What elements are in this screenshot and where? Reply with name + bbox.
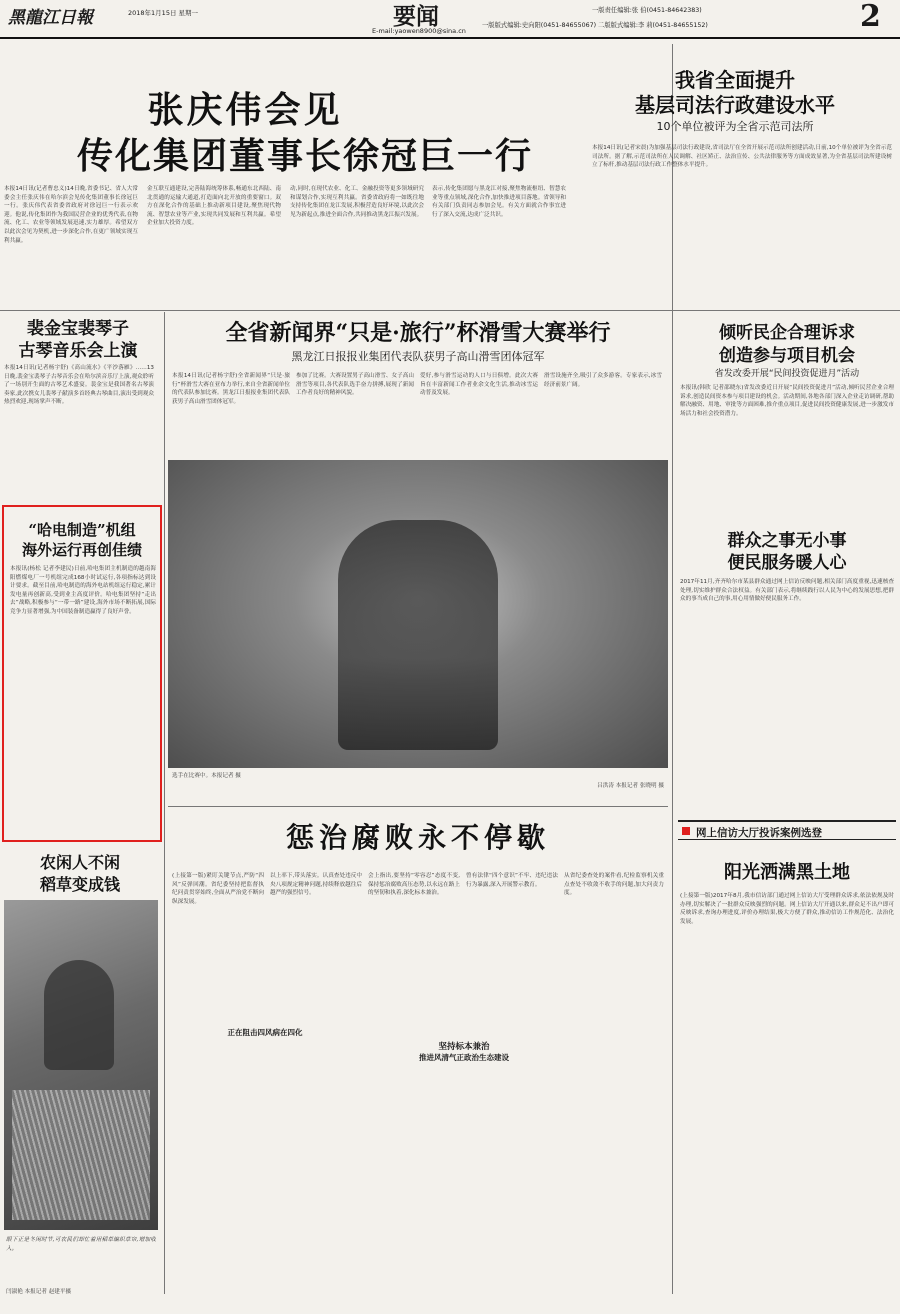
anticorruption-col-5: 从省纪委查处的案件看,纪检监察机关重点查处不收敛不收手的问题,加大问责力度。 — [564, 873, 664, 897]
judicial-headline-line-2: 基层司法行政建设水平 — [635, 93, 835, 117]
anticorruption-subhead-1: 正在阻击四风病在四化 — [227, 1028, 303, 1037]
music-headline-line-2: 古琴音乐会上演 — [18, 341, 138, 361]
ski-photo-skiers — [338, 520, 498, 750]
section-title: 要闻 — [393, 3, 439, 30]
issue-date: 2018年1月15日 星期一 — [128, 9, 199, 17]
judicial-subhead: 10个单位被评为全省示范司法所 — [656, 120, 814, 133]
page-number: 2 — [860, 0, 881, 34]
lead-headline-line-1: 张庆伟会见 — [147, 89, 343, 131]
harbin-headline-line-1: “哈电制造”机组 — [28, 521, 136, 539]
ski-col-1: 本报14日讯(记者杨宇舒)全省新闻界“只是·旅行”杯滑雪大赛在亚布力举行,来自全省新闻单位的代表队参加比赛。黑龙江日报报业集团代表队获男子高山滑雪团体冠军。 — [172, 373, 290, 405]
feature-ski — [168, 314, 668, 804]
sidebar-judicial — [580, 64, 898, 314]
farmer-photo-figure — [44, 960, 114, 1070]
lead-story — [0, 44, 670, 309]
service-headline-line-1: 群众之事无小事 — [727, 531, 847, 551]
lead-col-1: 本报14日讯(记者曹忠义)14日晚,省委书记、省人大常委会主任张庆伟在哈尔滨会见传化集团董事长徐冠巨一行。张庆伟代表省委省政府对徐冠巨一行表示欢迎。他说,传化集团作为我国民营企业的优秀代表,在物流、化工、农业等领域发展迅速,实力雄厚。希望双方以此次会见为契机,进一步深化合作,在更广领域实现互利共赢。 — [4, 186, 138, 244]
harbin-body: 本报讯(杨松 记者李建民)日前,哈电集团主机制造的越南海阳燃煤电厂一号机组完成168小时试运行,各项指标达到设计要求。截至目前,哈电制造的海外电站机组运行稳定,累计发电量再创新高,受到业主高度评价。哈电集团坚持“走出去”战略,积极参与“一带一路”建设,海外市场不断拓展,国际竞争力显著增强,为中国装备制造赢得了良好声誉。 — [10, 566, 156, 615]
ski-subhead: 黑龙江日报报业集团代表队获男子高山滑雪团体冠军 — [291, 350, 545, 363]
divider-1 — [0, 310, 900, 311]
farmer-photo-straw — [12, 1090, 150, 1220]
main-story-anticorruption — [168, 812, 668, 1302]
ski-photo — [168, 460, 668, 768]
banner-square-icon — [682, 827, 690, 835]
farmer-headline-line-2: 稻草变成钱 — [39, 875, 120, 894]
ski-col-3: 爱好,参与滑雪运动的人口与日俱增。此次大赛旨在丰富新闻工作者业余文化生活,推动冰雪运动普及发展。 — [420, 373, 538, 397]
judicial-headline-line-1: 我省全面提升 — [675, 68, 795, 92]
left-box-harbin-electric — [2, 505, 162, 842]
farmer-caption: 眼下正是冬闲时节,可农民们却忙着用稻草编织草帘,增加收入。 — [6, 1237, 156, 1252]
section-email: E-mail:yaowen8900@sina.cn — [372, 27, 466, 35]
paper-name: 黑龍江日報 — [8, 8, 93, 28]
anticorruption-subhead-2: 坚持标本兼治 — [438, 1042, 490, 1052]
investment-headline-line-1: 倾听民企合理诉求 — [719, 323, 855, 343]
brief-farmer — [0, 848, 162, 1304]
anticorruption-col-2: 以上率下,带头落实。认真查处违反中央八项规定精神问题,持续释放越往后越严的强烈信号。 — [270, 873, 362, 897]
lead-col-4: 表示,传化集团愿与黑龙江对接,聚焦物流枢纽、智慧农业等重点领域,深化合作,加快推进项目落地。省领导和有关部门负责同志参加会见。有关方面就合作事宜进行了深入交流,达成广泛共识。 — [432, 186, 566, 218]
masthead-rule — [0, 37, 900, 39]
farmer-credit: 闫淑艳 本报记者 赵建平摄 — [6, 1289, 72, 1295]
editors-line-1: 一版责任编辑:张 伯(0451-84642383) — [592, 7, 702, 14]
lead-headline-line-2: 传化集团董事长徐冠巨一行 — [76, 135, 533, 177]
anticorruption-col-1: (上接第一版)紧盯关键节点,严防“四风”反弹回潮。省纪委坚持把监督执纪问责贯穿始终,全面从严治党不断向纵深发展。 — [172, 873, 264, 905]
editors-line-2: 一版版式编辑:史向阳(0451-84655067) 二版版式编辑:李 莉(0451-84655152) — [482, 22, 708, 29]
harbin-headline-line-2: 海外运行再创佳绩 — [21, 541, 142, 559]
left-col-divider — [164, 312, 165, 1294]
farmer-photo — [4, 900, 158, 1230]
ski-photo-credit: 吕洪涛 本报记者 张晓明 摄 — [597, 783, 664, 789]
ski-col-2: 参加了比赛。大赛设置男子高山滑雪、女子高山滑雪等项目,各代表队选手奋力拼搏,展现了新闻工作者良好的精神风貌。 — [296, 373, 414, 397]
sidebar-service — [676, 520, 898, 820]
masthead — [0, 0, 900, 46]
ski-col-4: 滑雪设施齐全,吸引了众多游客。专家表示,冰雪经济前景广阔。 — [544, 373, 662, 388]
investment-headline-line-2: 创造参与项目机会 — [719, 346, 855, 366]
investment-body: 本报讯(韩欣 记者邵晓东)省发改委近日开展“民间投资促进月”活动,倾听民营企业合理诉求,创造民间资本参与项目建设的机会。活动期间,各地各部门深入企业走访调研,帮助解决融资、用地、审批等方面困难,推介重点项目,促进民间投资健康发展,进一步激发市场活力和社会投资潜力。 — [680, 385, 894, 417]
lead-col-3: 动,同时,在现代农业、化工、金融投资等更多领域研究和谋划合作,实现互利共赢。省委省政府将一如既往地支持传化集团在龙江发展,积极营造良好环境,以此次会见为新起点,推进全面合作,共同推动黑龙江振兴发展。 — [290, 186, 424, 218]
anticorruption-col-4: 曾有法律“四个意识”不牢、违纪违法行为暴露,深入开展警示教育。 — [466, 873, 558, 888]
farmer-headline-line-1: 农闲人不闲 — [39, 853, 120, 872]
petition-headline: 阳光洒满黑土地 — [724, 862, 850, 883]
petition-body: (上接第一版)2017年8月,我市信访部门通过网上信访大厅受理群众诉求,依法依规及时办理,切实解决了一批群众反映强烈的问题。网上信访大厅开通以来,群众足不出户即可反映诉求,查询办理进度,评价办理结果,极大方便了群众,推动信访工作规范化、法治化发展。 — [680, 893, 894, 925]
divider-2 — [168, 806, 668, 807]
ski-photo-caption: 选手在比赛中。本报记者 摄 — [172, 773, 241, 779]
sidebar-private-investment — [676, 314, 898, 514]
judicial-body: 本报14日讯(记者宋晨)为加强基层司法行政建设,省司法厅在全省开展示范司法所创建活动,日前,10个单位被评为全省示范司法所。据了解,示范司法所在人民调解、社区矫正、法治宣传、公共法律服务等方面成效显著,为全省基层司法所建设树立了标杆,推动基层司法行政工作整体水平提升。 — [592, 145, 892, 169]
petition-banner-label: 网上信访大厅投诉案例选登 — [696, 827, 822, 839]
sidebar-petition — [676, 820, 898, 1300]
anticorruption-subhead-2b: 推进风清气正政治生态建设 — [419, 1053, 509, 1062]
anticorruption-col-3: 会上指出,要坚持“零容忍”态度不变,保持惩治腐败高压态势,以永远在路上的坚韧和执着,深化标本兼治。 — [368, 873, 460, 897]
investment-subhead: 省发改委开展“民间投资促进月”活动 — [714, 369, 860, 379]
service-body: 2017年11月,齐齐哈尔市某县群众通过网上信访反映问题,相关部门高度重视,迅速核查处理,切实维护群众合法权益。有关部门表示,将继续践行以人民为中心的发展思想,把群众的事当成自己的事,用心用情做好便民服务工作。 — [680, 579, 894, 603]
petition-banner — [678, 820, 896, 840]
music-body: 本报14日讯(记者杨宇舒)《高山流水》《平沙落雁》……13日晚,裴金宝裴琴子古琴音乐会在哈尔滨音乐厅上演,观众聆听了一场别开生面的古琴艺术盛宴。裴金宝是我国著名古琴演奏家,此次携女儿裴琴子献演多首经典古琴曲目,演出受到观众热烈欢迎,现场掌声不断。 — [4, 365, 154, 406]
music-headline-line-1: 裴金宝裴琴子 — [27, 319, 129, 339]
service-headline-line-2: 便民服务暖人心 — [727, 553, 847, 573]
anticorruption-headline: 惩治腐败永不停歇 — [285, 821, 550, 854]
ski-headline: 全省新闻界“只是·旅行”杯滑雪大赛举行 — [225, 320, 611, 346]
lead-col-2: 金互联互通建设,完善陆海统筹体系,畅通东北西陆、南北贯通的运输大通道,打造面向北开放的重要窗口。双方在深化合作的基础上推动新项目建设,聚焦现代物流、智慧农业等产业,实现共同发展和互利共赢。希望企业加大投资力度。 — [147, 186, 281, 227]
